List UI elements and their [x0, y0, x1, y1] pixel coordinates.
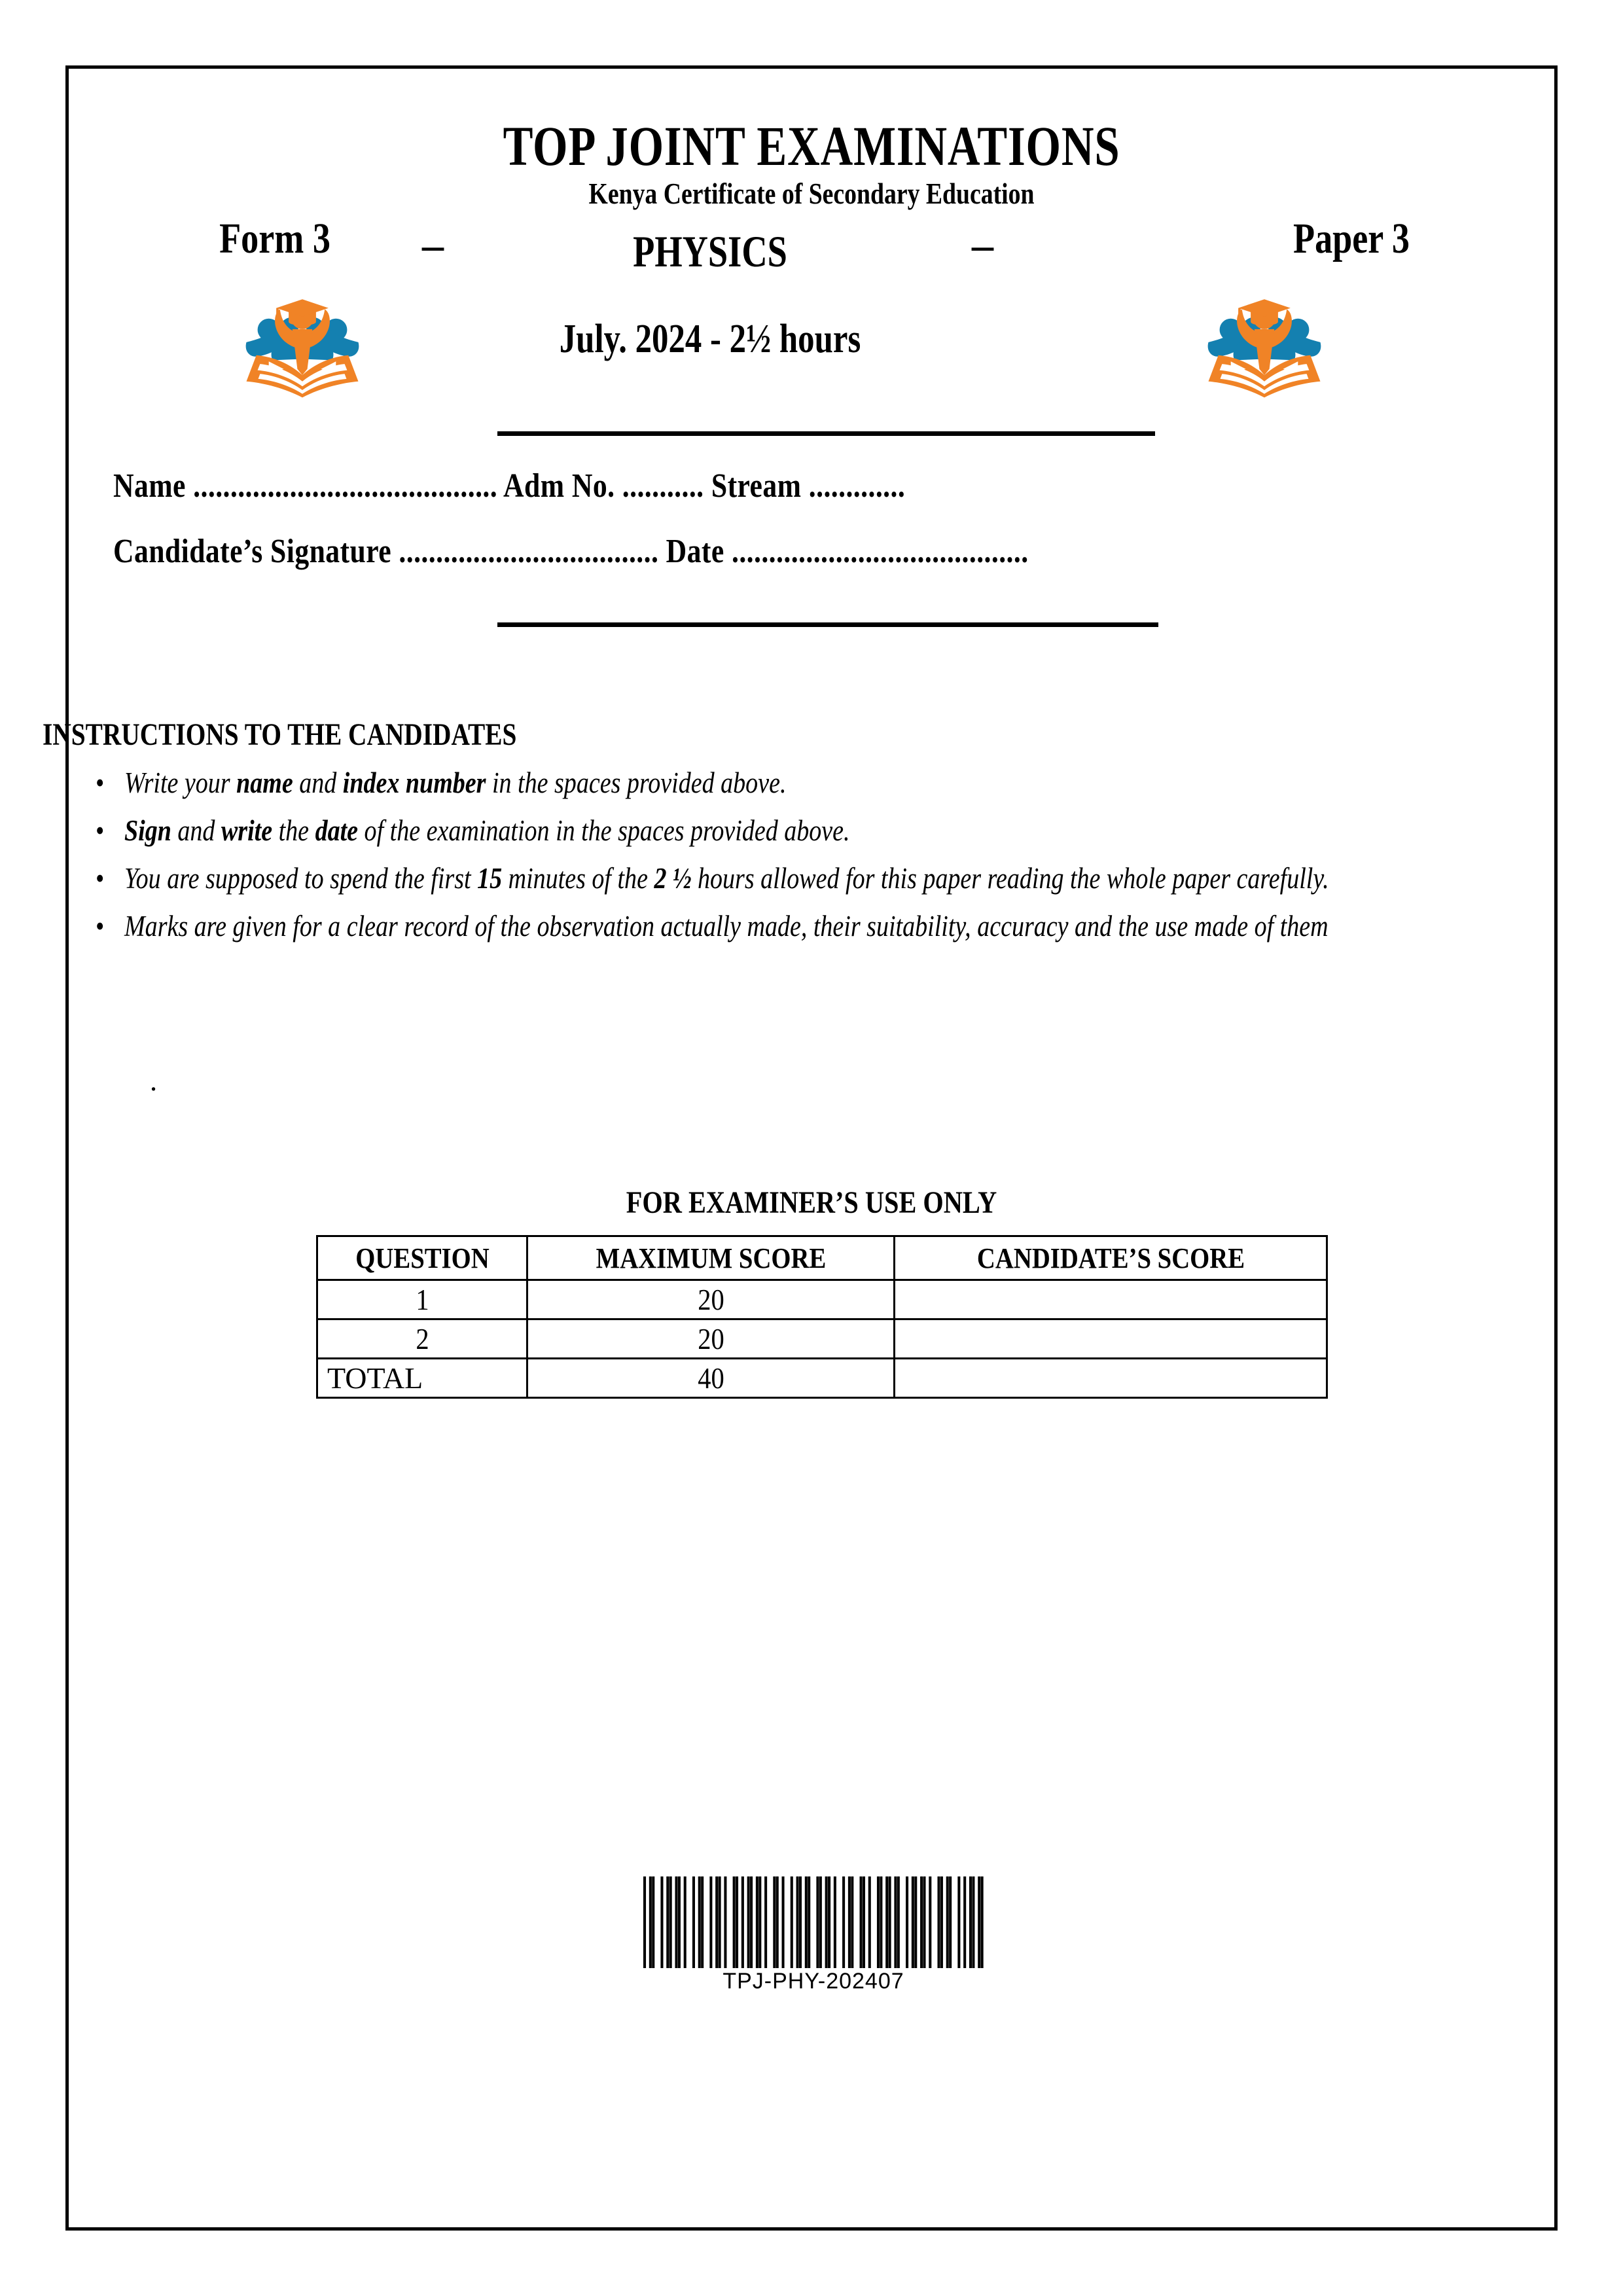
stray-period-mark: .	[151, 1064, 158, 1097]
cell-total-label: TOTAL	[317, 1359, 527, 1398]
cell-total-maximum: 40	[549, 1359, 872, 1398]
subject-title: PHYSICS	[633, 226, 787, 276]
header-dash-separator-1: –	[422, 221, 444, 269]
barcode-block	[627, 1876, 1000, 1994]
barcode-value-label: TPJ-PHY-202407	[722, 1969, 904, 1994]
table-row	[317, 1319, 1327, 1359]
header-dash-separator-2: –	[972, 221, 993, 269]
cell-maximum-score: 20	[549, 1319, 872, 1359]
bullet-icon: •	[96, 909, 105, 942]
instruction-item	[96, 858, 1374, 900]
column-header-maximum-score: MAXIMUM SCORE	[549, 1236, 872, 1280]
candidate-signature-field[interactable]: Candidate’s Signature ................................... Date ........................................	[113, 533, 1029, 570]
instruction-text: Marks are given for a clear record of the observation actually made, their suitability, accuracy and the use made of them	[124, 909, 1329, 942]
cell-maximum-score: 20	[549, 1280, 872, 1319]
table-row-total	[317, 1359, 1327, 1398]
instruction-item	[96, 810, 1374, 852]
bullet-icon: •	[96, 861, 105, 895]
bullet-icon: •	[96, 766, 105, 799]
paper-number-label: Paper 3	[1293, 215, 1410, 262]
cell-total-candidate[interactable]	[920, 1359, 1301, 1398]
barcode-icon	[643, 1876, 984, 1968]
column-header-candidate-score: CANDIDATE’S SCORE	[920, 1236, 1301, 1280]
exam-logo-left	[240, 278, 365, 403]
instruction-item	[96, 762, 1374, 804]
exam-logo-right	[1202, 278, 1327, 403]
cell-candidate-score[interactable]	[920, 1280, 1301, 1319]
cell-candidate-score[interactable]	[920, 1319, 1301, 1359]
candidate-name-field[interactable]: Name ......................................... Adm No. ........... Stream .............	[113, 467, 906, 505]
exam-certificate-subtitle: Kenya Certificate of Secondary Education	[588, 177, 1035, 210]
examiner-use-title: FOR EXAMINER’S USE ONLY	[626, 1185, 997, 1220]
header-rule-top	[497, 431, 1155, 436]
instruction-text: Write your name and index number in the spaces provided above.	[124, 766, 787, 799]
instructions-heading: INSTRUCTIONS TO THE CANDIDATES	[43, 717, 517, 752]
header-rule-bottom	[497, 622, 1158, 627]
instruction-item	[96, 906, 1374, 948]
table-row	[317, 1280, 1327, 1319]
form-level-label: Form 3	[219, 215, 330, 262]
instruction-text: Sign and write the date of the examination in the spaces provided above.	[124, 814, 850, 847]
examiner-score-table	[316, 1235, 1328, 1399]
instructions-list	[39, 762, 1623, 954]
table-header-row	[317, 1236, 1327, 1280]
bullet-icon: •	[96, 814, 105, 847]
exam-body-title: TOP JOINT EXAMINATIONS	[503, 115, 1120, 177]
cell-question: 1	[330, 1280, 514, 1319]
exam-date-duration: July. 2024 - 2½ hours	[559, 317, 861, 361]
page-frame	[43, 65, 1558, 2231]
instruction-text: You are supposed to spend the first 15 minutes of the 2 ½ hours allowed for this paper reading the whole paper carefully.	[124, 861, 1329, 895]
column-header-question: QUESTION	[330, 1236, 514, 1280]
cell-question: 2	[330, 1319, 514, 1359]
